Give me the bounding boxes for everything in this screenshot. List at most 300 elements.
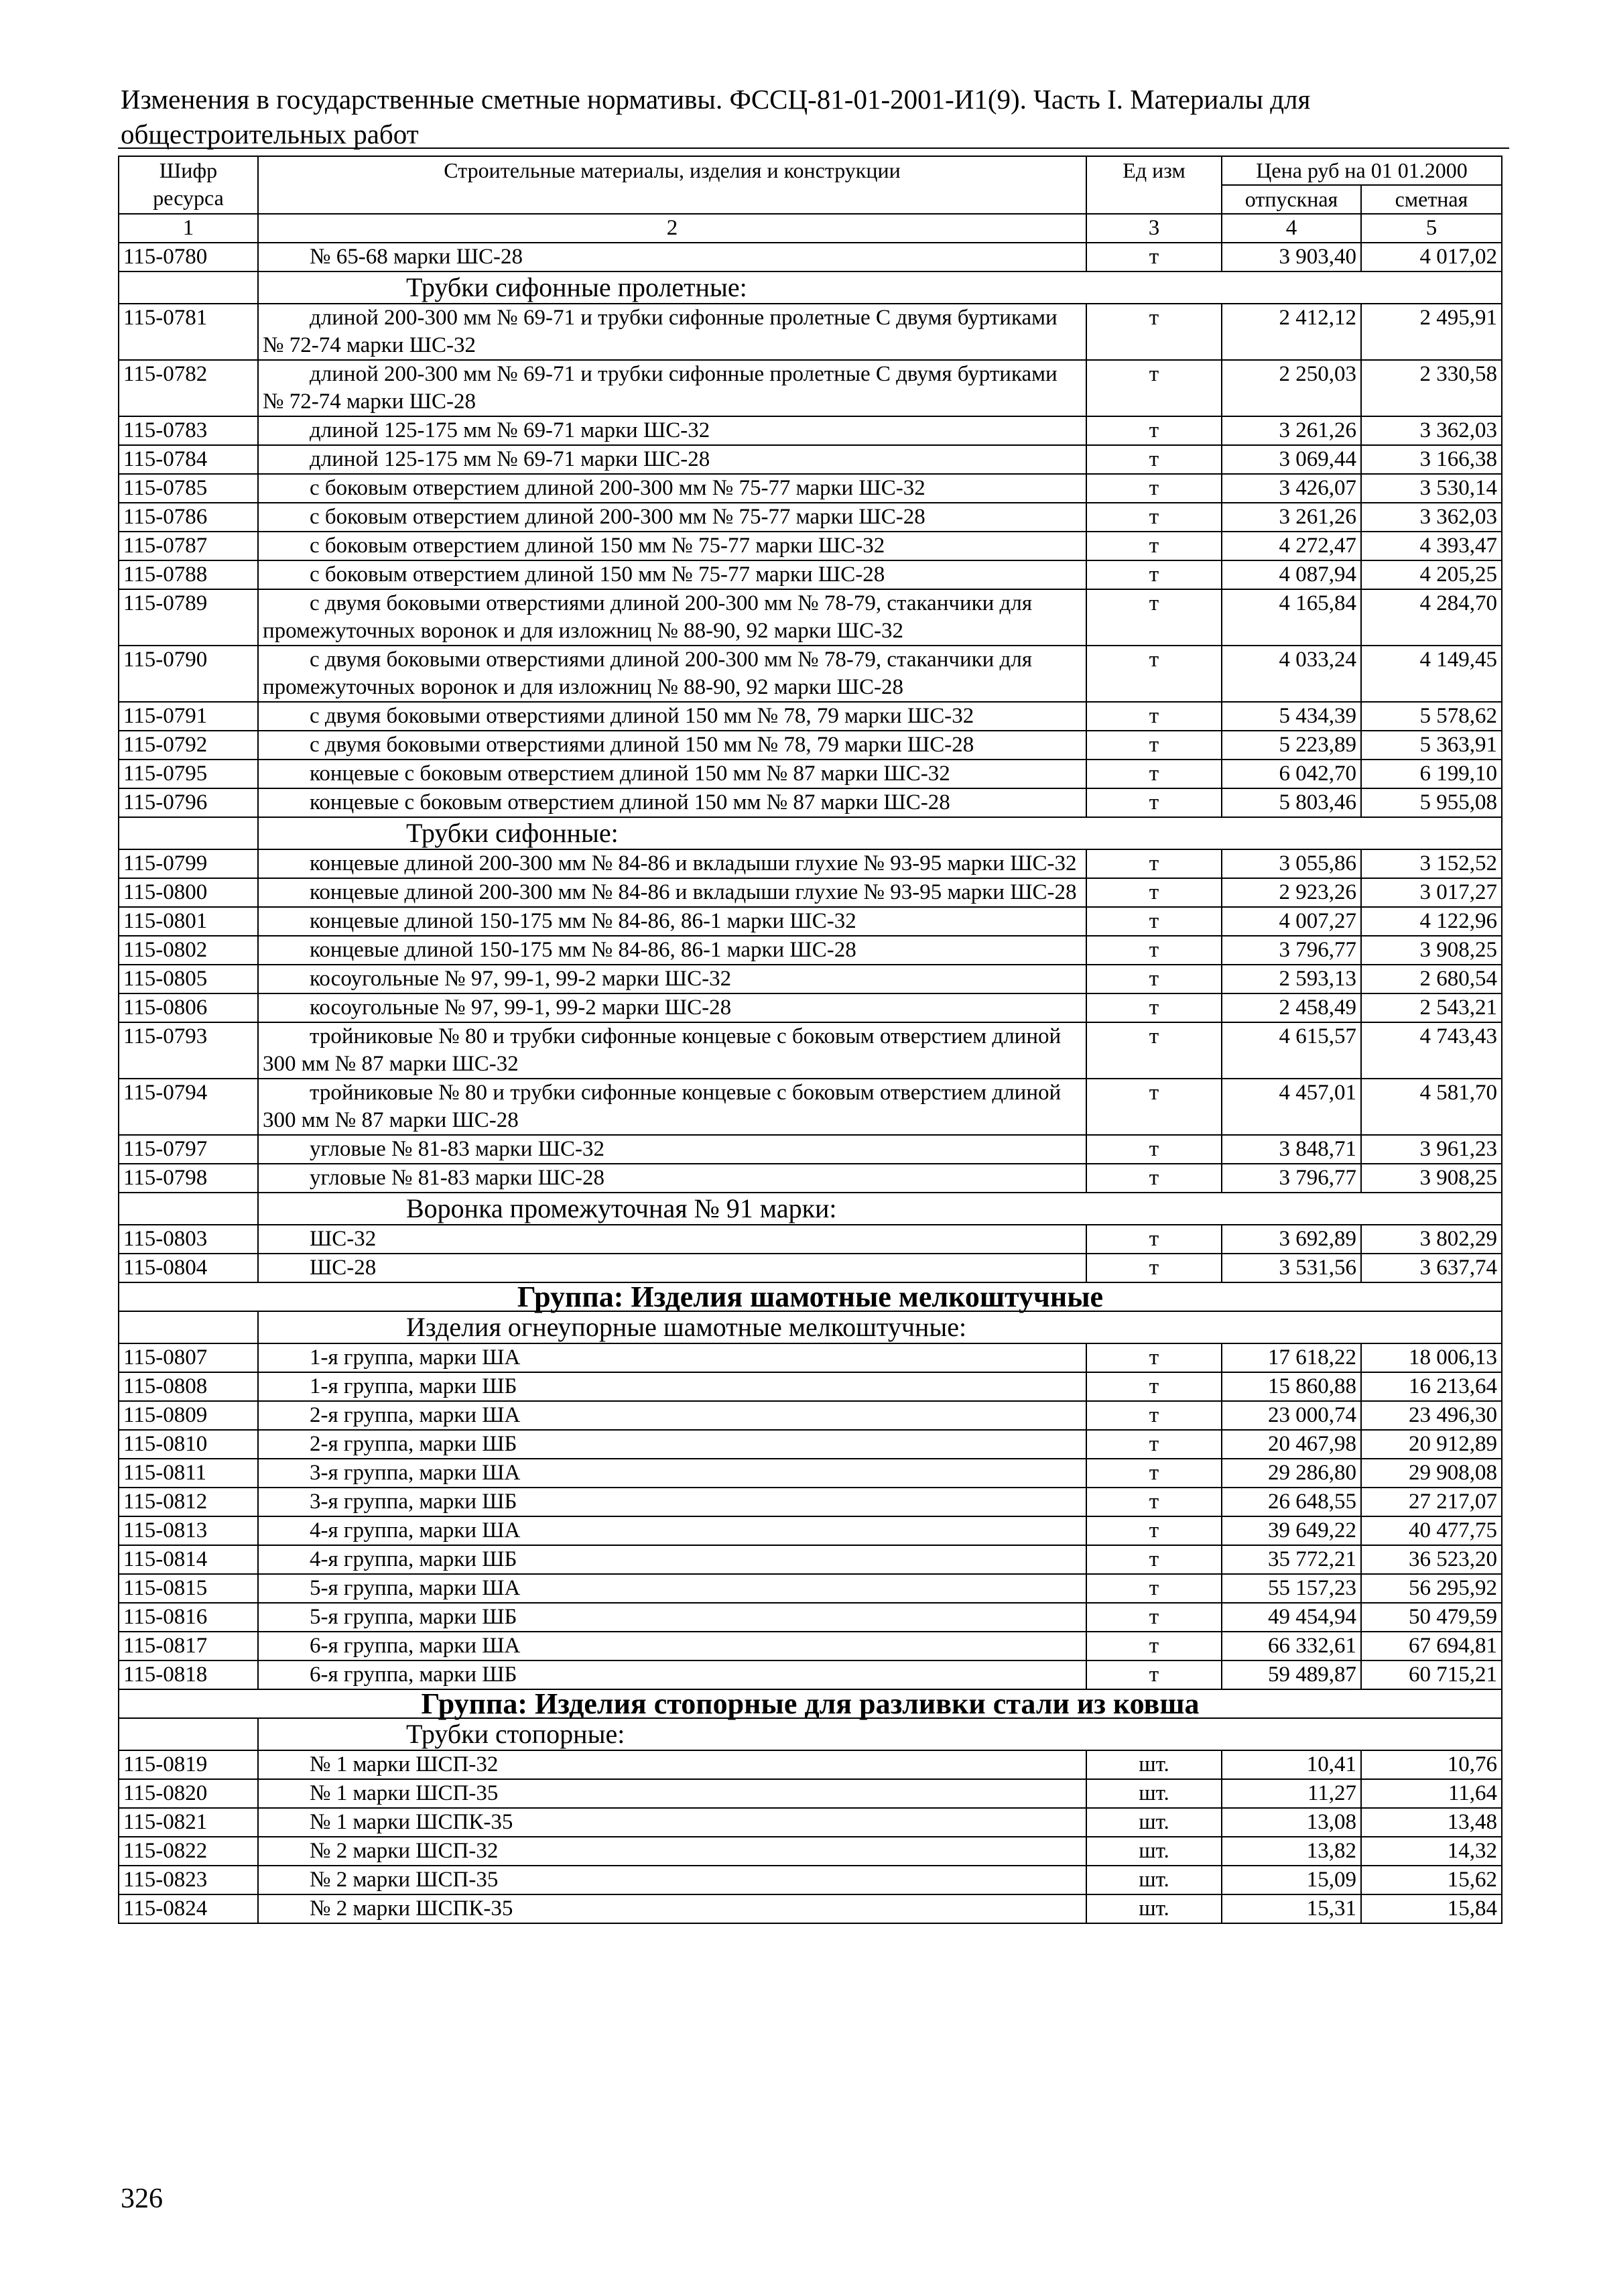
material-name-cell [258,532,1086,560]
material-name-cell [258,849,1086,878]
table-row [119,416,1502,445]
resource-code [119,1311,258,1343]
unit: т [1086,731,1222,760]
material-name-cell [258,503,1086,532]
resource-code: 115-0800 [119,878,258,907]
resource-code: 115-0816 [119,1603,258,1632]
unit: т [1086,1343,1222,1372]
materials-price-table [118,156,1502,1924]
resource-code [119,271,258,304]
unit: т [1086,1660,1222,1689]
table-row [119,1779,1502,1808]
resource-code: 115-0802 [119,936,258,965]
material-name: с боковым отверстием длиной 200-300 мм № 75-77 марки ШС-28 [310,505,925,529]
unit: т [1086,878,1222,907]
estimate-price: 2 543,21 [1361,993,1502,1022]
column-number: 3 [1086,214,1222,243]
table-row [119,560,1502,589]
resource-code: 115-0781 [119,304,258,360]
column-header-unit: Ед изм [1086,156,1222,214]
resource-code: 115-0812 [119,1488,258,1516]
unit: т [1086,849,1222,878]
table-row [119,993,1502,1022]
material-name-cell [258,589,1086,646]
estimate-price: 15,62 [1361,1866,1502,1894]
material-name: угловые № 81-83 марки ШС-28 [310,1166,604,1190]
release-price: 26 648,55 [1222,1488,1361,1516]
release-price: 49 454,94 [1222,1603,1361,1632]
unit: т [1086,1164,1222,1193]
material-name-cell [258,1135,1086,1164]
material-name-cell [258,646,1086,702]
material-name-cell [258,788,1086,817]
release-price: 15,31 [1222,1894,1361,1923]
resource-code: 115-0820 [119,1779,258,1808]
material-name-cell [258,1603,1086,1632]
material-name: длиной 200-300 мм № 69-71 и трубки сифонные пролетные С двумя буртиками № 72-74 марки ШС-28 [263,362,1058,414]
unit: т [1086,445,1222,474]
material-name-cell [258,1372,1086,1401]
material-name-cell [258,1488,1086,1516]
resource-code: 115-0819 [119,1750,258,1779]
column-header-estimate-price: сметная [1361,185,1502,214]
estimate-price: 5 955,08 [1361,788,1502,817]
material-name: концевые с боковым отверстием длиной 150 мм № 87 марки ШС-32 [310,762,950,786]
estimate-price: 40 477,75 [1361,1516,1502,1545]
unit: т [1086,1022,1222,1079]
release-price: 4 033,24 [1222,646,1361,702]
unit: т [1086,1632,1222,1660]
resource-code: 115-0786 [119,503,258,532]
resource-code: 115-0809 [119,1401,258,1430]
unit: т [1086,589,1222,646]
table-body [119,243,1502,1923]
table-row [119,1372,1502,1401]
subsection-row [119,1718,1502,1750]
column-header-price: Цена руб на 01 01.2000 [1222,156,1502,185]
unit: т [1086,1401,1222,1430]
unit: шт. [1086,1866,1222,1894]
material-name-cell [258,445,1086,474]
resource-code: 115-0792 [119,731,258,760]
release-price: 20 467,98 [1222,1430,1361,1459]
estimate-price: 23 496,30 [1361,1401,1502,1430]
release-price: 3 055,86 [1222,849,1361,878]
table-row [119,1660,1502,1689]
unit: шт. [1086,1750,1222,1779]
resource-code: 115-0804 [119,1254,258,1282]
unit: т [1086,1079,1222,1135]
material-name: 4-я группа, марки ША [310,1518,521,1543]
material-name-cell [258,1660,1086,1689]
estimate-price: 4 284,70 [1361,589,1502,646]
subsection-title: Трубки сифонные пролетные: [258,271,1502,304]
resource-code: 115-0810 [119,1430,258,1459]
release-price: 2 458,49 [1222,993,1361,1022]
subsection-row [119,1311,1502,1343]
material-name-cell [258,1779,1086,1808]
unit: т [1086,474,1222,503]
release-price: 15,09 [1222,1866,1361,1894]
subsection-title: Трубки стопорные: [258,1718,1502,1750]
release-price: 4 615,57 [1222,1022,1361,1079]
release-price: 6 042,70 [1222,760,1361,788]
unit: т [1086,416,1222,445]
estimate-price: 13,48 [1361,1808,1502,1837]
material-name: с боковым отверстием длиной 150 мм № 75-77 марки ШС-28 [310,562,885,587]
material-name: 1-я группа, марки ША [310,1345,521,1370]
release-price: 29 286,80 [1222,1459,1361,1488]
material-name: косоугольные № 97, 99-1, 99-2 марки ШС-32 [310,967,732,991]
resource-code: 115-0808 [119,1372,258,1401]
estimate-price: 60 715,21 [1361,1660,1502,1689]
resource-code: 115-0795 [119,760,258,788]
material-name-cell [258,878,1086,907]
release-price: 39 649,22 [1222,1516,1361,1545]
subsection-row [119,1193,1502,1225]
estimate-price: 3 362,03 [1361,416,1502,445]
unit: шт. [1086,1779,1222,1808]
estimate-price: 67 694,81 [1361,1632,1502,1660]
material-name: 3-я группа, марки ШБ [310,1490,517,1514]
estimate-price: 18 006,13 [1361,1343,1502,1372]
column-number: 5 [1361,214,1502,243]
resource-code: 115-0806 [119,993,258,1022]
subsection-title: Воронка промежуточная № 91 марки: [258,1193,1502,1225]
table-row [119,1079,1502,1135]
release-price: 4 272,47 [1222,532,1361,560]
table-row [119,1135,1502,1164]
resource-code: 115-0813 [119,1516,258,1545]
estimate-price: 4 581,70 [1361,1079,1502,1135]
column-number: 1 [119,214,258,243]
release-price: 15 860,88 [1222,1372,1361,1401]
resource-code [119,817,258,849]
release-price: 55 157,23 [1222,1574,1361,1603]
material-name-cell [258,907,1086,936]
material-name: ШС-28 [310,1256,377,1280]
column-number: 4 [1222,214,1361,243]
group-title: Группа: Изделия стопорные для разливки стали из ковша [119,1689,1502,1718]
estimate-price: 10,76 [1361,1750,1502,1779]
resource-code: 115-0790 [119,646,258,702]
unit: т [1086,907,1222,936]
unit: т [1086,532,1222,560]
unit: шт. [1086,1808,1222,1837]
unit: т [1086,503,1222,532]
unit: т [1086,360,1222,416]
resource-code: 115-0807 [119,1343,258,1372]
unit: т [1086,965,1222,993]
header-rule [118,147,1509,149]
estimate-price: 3 908,25 [1361,936,1502,965]
table-row [119,1343,1502,1372]
resource-code: 115-0798 [119,1164,258,1193]
estimate-price: 29 908,08 [1361,1459,1502,1488]
material-name-cell [258,1079,1086,1135]
release-price: 5 803,46 [1222,788,1361,817]
resource-code: 115-0797 [119,1135,258,1164]
material-name: 2-я группа, марки ШБ [310,1432,517,1456]
estimate-price: 2 680,54 [1361,965,1502,993]
material-name: тройниковые № 80 и трубки сифонные концевые с боковым отверстием длиной 300 мм № 87 марки ШС-28 [263,1081,1062,1132]
estimate-price: 4 205,25 [1361,560,1502,589]
release-price: 59 489,87 [1222,1660,1361,1689]
material-name-cell [258,1401,1086,1430]
material-name: 5-я группа, марки ША [310,1576,521,1600]
resource-code: 115-0815 [119,1574,258,1603]
resource-code: 115-0782 [119,360,258,416]
group-row [119,1282,1502,1311]
resource-code: 115-0814 [119,1545,258,1574]
material-name: 1-я группа, марки ШБ [310,1374,517,1398]
unit: т [1086,243,1222,271]
estimate-price: 2 330,58 [1361,360,1502,416]
release-price: 11,27 [1222,1779,1361,1808]
material-name: с двумя боковыми отверстиями длиной 150 мм № 78, 79 марки ШС-32 [310,704,974,728]
material-name-cell [258,1866,1086,1894]
estimate-price: 3 152,52 [1361,849,1502,878]
material-name-cell [258,560,1086,589]
estimate-price: 50 479,59 [1361,1603,1502,1632]
material-name: № 2 марки ШСП-32 [310,1839,499,1863]
table-row [119,503,1502,532]
table-row [119,532,1502,560]
resource-code: 115-0794 [119,1079,258,1135]
table-row [119,760,1502,788]
material-name: 2-я группа, марки ША [310,1403,521,1427]
estimate-price: 5 363,91 [1361,731,1502,760]
page-number: 326 [121,2183,163,2214]
material-name: 6-я группа, марки ША [310,1634,521,1658]
table-row [119,1603,1502,1632]
material-name-cell [258,243,1086,271]
resource-code: 115-0789 [119,589,258,646]
material-name-cell [258,1574,1086,1603]
unit: т [1086,1254,1222,1282]
unit: т [1086,936,1222,965]
material-name-cell [258,1459,1086,1488]
estimate-price: 27 217,07 [1361,1488,1502,1516]
table-row [119,1488,1502,1516]
table-row [119,849,1502,878]
release-price: 4 007,27 [1222,907,1361,936]
estimate-price: 11,64 [1361,1779,1502,1808]
unit: т [1086,1135,1222,1164]
estimate-price: 3 530,14 [1361,474,1502,503]
unit: т [1086,788,1222,817]
estimate-price: 5 578,62 [1361,702,1502,731]
unit: т [1086,1603,1222,1632]
material-name: № 1 марки ШСП-35 [310,1781,499,1805]
estimate-price: 20 912,89 [1361,1430,1502,1459]
column-number: 2 [258,214,1086,243]
table-row [119,1750,1502,1779]
table-row [119,878,1502,907]
table-row [119,1808,1502,1837]
release-price: 35 772,21 [1222,1545,1361,1574]
material-name-cell [258,1545,1086,1574]
table-row [119,1632,1502,1660]
estimate-price: 3 908,25 [1361,1164,1502,1193]
unit: т [1086,560,1222,589]
table-row [119,702,1502,731]
unit: т [1086,646,1222,702]
resource-code: 115-0780 [119,243,258,271]
table-row [119,646,1502,702]
resource-code: 115-0784 [119,445,258,474]
estimate-price: 15,84 [1361,1894,1502,1923]
table-row [119,1254,1502,1282]
material-name: концевые длиной 150-175 мм № 84-86, 86-1 марки ШС-32 [310,909,856,933]
release-price: 2 250,03 [1222,360,1361,416]
group-title: Группа: Изделия шамотные мелкоштучные [119,1282,1502,1311]
estimate-price: 3 017,27 [1361,878,1502,907]
material-name: концевые длиной 200-300 мм № 84-86 и вкладыши глухие № 93-95 марки ШС-28 [310,880,1077,904]
unit: т [1086,1488,1222,1516]
material-name-cell [258,1808,1086,1837]
table-row [119,788,1502,817]
table-row [119,731,1502,760]
table-row [119,1516,1502,1545]
material-name: с двумя боковыми отверстиями длиной 150 мм № 78, 79 марки ШС-28 [310,733,974,757]
material-name: 4-я группа, марки ШБ [310,1547,517,1571]
material-name: ШС-32 [310,1227,377,1251]
release-price: 23 000,74 [1222,1401,1361,1430]
subsection-title: Трубки сифонные: [258,817,1502,849]
release-price: 3 796,77 [1222,936,1361,965]
release-price: 4 165,84 [1222,589,1361,646]
material-name-cell [258,1022,1086,1079]
resource-code: 115-0785 [119,474,258,503]
resource-code: 115-0821 [119,1808,258,1837]
release-price: 3 531,56 [1222,1254,1361,1282]
release-price: 5 434,39 [1222,702,1361,731]
table-row [119,907,1502,936]
release-price: 5 223,89 [1222,731,1361,760]
table-row [119,360,1502,416]
estimate-price: 3 961,23 [1361,1135,1502,1164]
material-name-cell [258,416,1086,445]
material-name-cell [258,360,1086,416]
material-name: длиной 125-175 мм № 69-71 марки ШС-28 [310,447,710,471]
material-name-cell [258,731,1086,760]
table-row [119,1401,1502,1430]
resource-code: 115-0801 [119,907,258,936]
release-price: 13,82 [1222,1837,1361,1866]
unit: т [1086,993,1222,1022]
resource-code: 115-0799 [119,849,258,878]
release-price: 3 069,44 [1222,445,1361,474]
resource-code: 115-0788 [119,560,258,589]
estimate-price: 2 495,91 [1361,304,1502,360]
release-price: 2 412,12 [1222,304,1361,360]
column-header-name: Строительные материалы, изделия и конструкции [258,156,1086,214]
material-name: 3-я группа, марки ША [310,1461,521,1485]
resource-code: 115-0823 [119,1866,258,1894]
material-name: с боковым отверстием длиной 200-300 мм № 75-77 марки ШС-32 [310,476,925,500]
table-row [119,304,1502,360]
material-name-cell [258,1164,1086,1193]
material-name: длиной 125-175 мм № 69-71 марки ШС-32 [310,418,710,442]
subsection-row [119,817,1502,849]
material-name: с боковым отверстием длиной 150 мм № 75-77 марки ШС-32 [310,534,885,558]
estimate-price: 3 362,03 [1361,503,1502,532]
unit: т [1086,1459,1222,1488]
resource-code: 115-0803 [119,1225,258,1254]
unit: т [1086,1225,1222,1254]
unit: т [1086,1545,1222,1574]
resource-code: 115-0805 [119,965,258,993]
material-name: тройниковые № 80 и трубки сифонные концевые с боковым отверстием длиной 300 мм № 87 марки ШС-32 [263,1024,1062,1076]
unit: т [1086,1430,1222,1459]
table-row [119,1225,1502,1254]
table-row [119,474,1502,503]
estimate-price: 6 199,10 [1361,760,1502,788]
unit: шт. [1086,1837,1222,1866]
material-name: № 2 марки ШСП-35 [310,1868,499,1892]
material-name: с двумя боковыми отверстиями длиной 200-300 мм № 78-79, стаканчики для промежуточных воронок и для изложниц № 88-90, 92 марки ШС-28 [263,648,1032,699]
release-price: 3 261,26 [1222,416,1361,445]
estimate-price: 3 166,38 [1361,445,1502,474]
group-row [119,1689,1502,1718]
material-name-cell [258,936,1086,965]
estimate-price: 16 213,64 [1361,1372,1502,1401]
release-price: 3 848,71 [1222,1135,1361,1164]
material-name-cell [258,1516,1086,1545]
resource-code [119,1718,258,1750]
estimate-price: 4 743,43 [1361,1022,1502,1079]
estimate-price: 4 393,47 [1361,532,1502,560]
material-name: концевые длиной 150-175 мм № 84-86, 86-1 марки ШС-28 [310,938,856,962]
table-row [119,243,1502,271]
resource-code: 115-0787 [119,532,258,560]
material-name: 6-я группа, марки ШБ [310,1663,517,1687]
estimate-price: 3 802,29 [1361,1225,1502,1254]
subsection-row [119,271,1502,304]
material-name-cell [258,1343,1086,1372]
unit: т [1086,1372,1222,1401]
unit: т [1086,1516,1222,1545]
release-price: 3 796,77 [1222,1164,1361,1193]
resource-code: 115-0811 [119,1459,258,1488]
material-name: № 65-68 марки ШС-28 [310,245,523,269]
table-row [119,936,1502,965]
estimate-price: 36 523,20 [1361,1545,1502,1574]
material-name: № 2 марки ШСПК-35 [310,1896,513,1921]
release-price: 3 903,40 [1222,243,1361,271]
table-row [119,589,1502,646]
resource-code: 115-0796 [119,788,258,817]
release-price: 17 618,22 [1222,1343,1361,1372]
material-name: концевые с боковым отверстием длиной 150 мм № 87 марки ШС-28 [310,790,950,814]
table-row [119,1545,1502,1574]
release-price: 2 923,26 [1222,878,1361,907]
material-name: 5-я группа, марки ШБ [310,1605,517,1629]
material-name-cell [258,993,1086,1022]
material-name-cell [258,965,1086,993]
unit: т [1086,702,1222,731]
material-name-cell [258,760,1086,788]
table-row [119,1022,1502,1079]
resource-code: 115-0822 [119,1837,258,1866]
release-price: 3 692,89 [1222,1225,1361,1254]
material-name: угловые № 81-83 марки ШС-32 [310,1137,604,1161]
resource-code: 115-0818 [119,1660,258,1689]
material-name: косоугольные № 97, 99-1, 99-2 марки ШС-28 [310,995,732,1020]
unit: т [1086,1574,1222,1603]
unit: т [1086,304,1222,360]
